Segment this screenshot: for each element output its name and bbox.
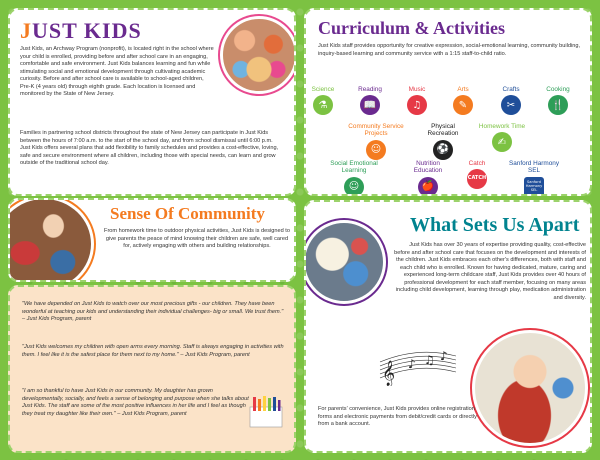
- activity-science: [308, 86, 338, 115]
- just-kids-panel: [8, 8, 296, 196]
- svg-text:𝄞: 𝄞: [382, 361, 396, 386]
- activity-social-emotional-learning: [324, 160, 384, 196]
- activity-label: Arts: [457, 86, 469, 93]
- testimonial-quote: "Just Kids welcomes my children with open arms every morning. Staff is always engaging in activities with them. I feel like it is the safest place for them next to my home." – Just Kids Program, parent: [22, 344, 284, 358]
- activity-icon: ✂: [501, 95, 521, 115]
- activity-label: Homework Time: [478, 123, 526, 130]
- community-text: From homework time to outdoor physical activities, Just Kids is designed to give parents the peace of mind knowing their children are safe, well cared for, actively engaging with others and building relationships.: [104, 228, 290, 250]
- activity-music: [402, 86, 432, 115]
- testimonial-quote: "I am so thankful to have Just Kids in our community. My daughter has grown developmentally, socially, and feels a sense of belonging and purpose when she talks about Just Kids. The staff are some of the most positive influences in her life and I feel as though they treat my daughter like their own." – Just Kids Program, parent: [22, 388, 249, 417]
- crayons-icon: [246, 395, 286, 429]
- apart-title: What Sets Us Apart: [410, 214, 580, 236]
- activity-catch: [462, 160, 492, 189]
- activity-label: Community Service Projects: [348, 123, 404, 138]
- activity-icon: ✍: [492, 132, 512, 152]
- activity-label: Reading: [358, 86, 382, 93]
- activity-label: Crafts: [502, 86, 520, 93]
- community-panel: [8, 198, 296, 282]
- apart-panel: [304, 200, 592, 453]
- activity-icon: ⚽: [433, 140, 453, 160]
- activity-arts: [448, 86, 478, 115]
- activity-icon: ☺: [344, 177, 364, 196]
- activity-icon: 🍴: [548, 95, 568, 115]
- activity-label: Catch: [468, 160, 486, 167]
- community-title: Sense Of Community: [110, 204, 265, 223]
- activity-homework-time: [478, 123, 526, 152]
- curriculum-panel: [304, 8, 592, 196]
- child-painting-photo: [472, 330, 588, 446]
- apart-text: Just Kids has over 30 years of expertise providing quality, cost-effective before and after school care that focuses on the development and interests of the children. Just Kids embraces each other's differences, both with staff and each child who is enrolled. Known for having dedicated, mature, caring and experienced long-term childcare staff, Just Kids provides over 40 hours of professional development for each staff member, focusing on many areas including child development, learning through play, medication administration and diversity.: [394, 242, 586, 301]
- families-paragraph: Families in partnering school districts throughout the state of New Jersey can participate in Just Kids between the hours of 7:00 a.m. to the start of the school day, and from school dismissal until 6:00 p.m. Just Kids offers several plans that add flexibility to family schedules and provides a cost-effective, loving, safe and secure environment where all children, including those with special needs, can learn and grow outside of the traditional school day.: [20, 130, 279, 167]
- activity-icon: ☺: [366, 140, 386, 160]
- music-notes-icon: [378, 342, 458, 386]
- activity-icon: ⚗: [313, 95, 333, 115]
- activity-icon: Sanford Harmony SEL: [524, 177, 544, 196]
- activity-label: Physical Recreation: [427, 123, 459, 138]
- activity-community-service-projects: [346, 123, 406, 160]
- curriculum-title: Curriculum & Activities: [318, 18, 505, 38]
- activity-physical-recreation: [418, 123, 468, 160]
- activity-icon: CATCH: [467, 169, 487, 189]
- activity-sanford-harmony-sel: [506, 160, 562, 196]
- svg-text:♫: ♫: [424, 353, 435, 367]
- activity-reading: [352, 86, 388, 115]
- activity-label: Cooking: [546, 86, 570, 93]
- activity-crafts: [494, 86, 528, 115]
- activity-nutrition-education: [402, 160, 454, 196]
- activity-label: Music: [408, 86, 426, 93]
- activity-icon: 🍎: [418, 177, 438, 196]
- activity-label: Social Emotional Learning: [330, 160, 378, 175]
- activity-cooking: [538, 86, 578, 115]
- activity-label: Nutrition Education: [413, 160, 443, 175]
- payments-text: For parents' convenience, Just Kids provides online registration forms and electronic payments from debit/credit cards or directly from a bank account.: [318, 406, 477, 428]
- activity-label: Science: [311, 86, 335, 93]
- logo-letter-j: J: [20, 18, 32, 43]
- just-kids-logo: [20, 18, 142, 44]
- activity-label: Sanford Harmony SEL: [508, 160, 560, 175]
- intro-paragraph: Just Kids, an Archway Program (nonprofit), is located right in the school where your child is enrolled, providing before and after school care in an engaging, comfortable and safe environment. Just Kids balances learning and fun while stimulating social and emotional development through cultivating academic curiosity. Before and after school care is available to school-aged children, Pre-K (4 years old) through eighth grade. Each location is licensed and monitored by the State of New Jersey.: [20, 46, 214, 98]
- testimonial-quote: "We have depended on Just Kids to watch over our most precious gifts - our children. They have been wonderful at teaching our kids and understanding their individual challenges- big or small. We trust them." – Just Kids Program, parent: [22, 301, 284, 323]
- hands-photo: [220, 16, 296, 94]
- svg-text:♪: ♪: [408, 357, 416, 371]
- testimonials-panel: [8, 285, 296, 453]
- sidewalk-art-photo: [304, 220, 386, 304]
- activity-icon: 📖: [360, 95, 380, 115]
- svg-text:♪: ♪: [440, 349, 448, 363]
- kids-playing-photo: [8, 198, 94, 282]
- activity-icon: ♫: [407, 95, 427, 115]
- curriculum-intro: Just Kids staff provides opportunity for creative expression, social-emotional learning, community building, inquiry-based learning and community service with a 1:15 staff-to-child ratio.: [318, 43, 580, 57]
- activity-icon: ✎: [453, 95, 473, 115]
- logo-text: UST KIDS: [32, 18, 142, 43]
